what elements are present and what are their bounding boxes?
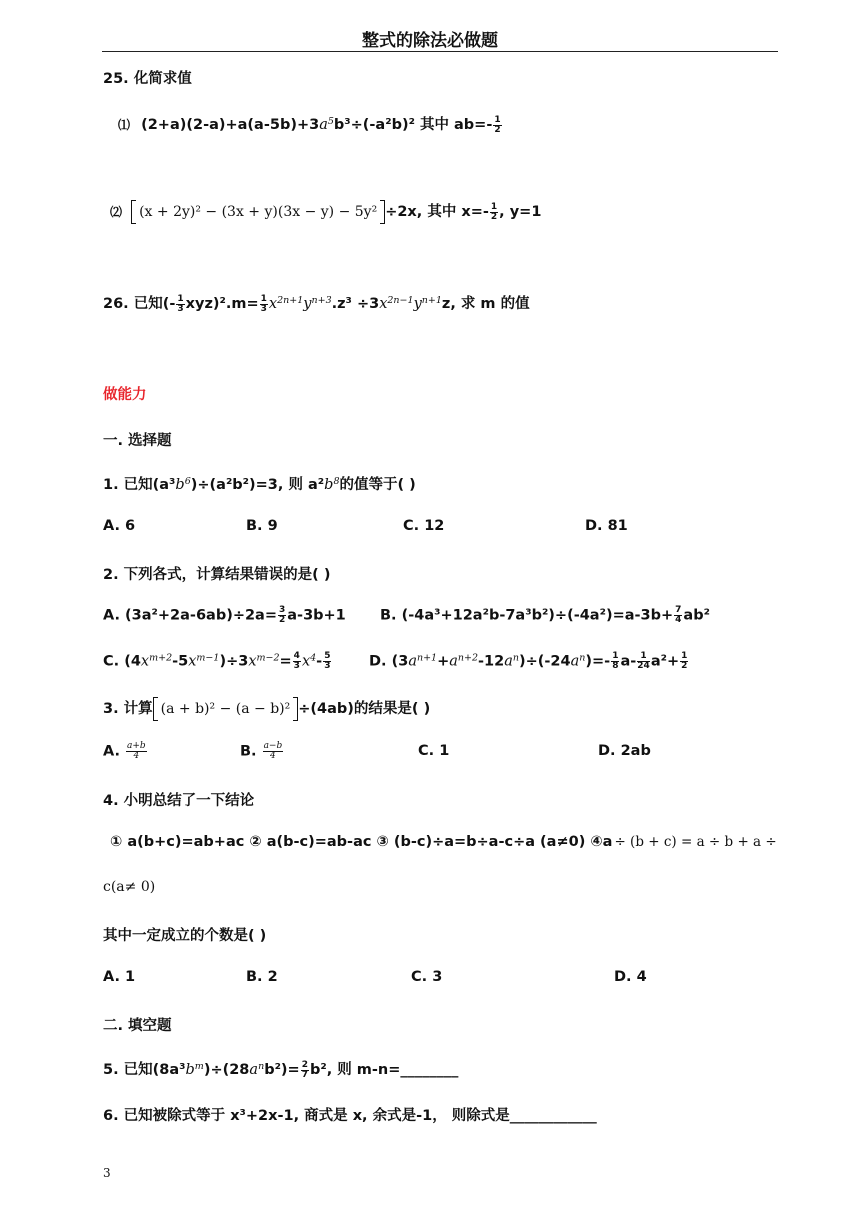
q25-p1-expr-a: (2+a)(2-a)+a(a-5b)+3 xyxy=(141,117,320,133)
q4-option-b[interactable]: B. 2 xyxy=(246,969,278,985)
q4-statements xyxy=(110,834,777,850)
q3-a-frac xyxy=(126,742,147,761)
q2-c-e4: 4 xyxy=(310,652,317,664)
q25-p1-exp: 5 xyxy=(327,116,334,127)
q26-e3: 2n−1 xyxy=(387,295,414,306)
q26-frac2-num: 1 xyxy=(260,293,267,304)
q5-b: b xyxy=(185,1062,195,1078)
q2-c-e2: m−1 xyxy=(196,652,220,664)
q25-p1-label: ⑴ xyxy=(118,118,131,132)
q2-c-m4: - xyxy=(316,653,323,670)
q2-d-den1: 8 xyxy=(612,661,619,671)
q26-e4: n+1 xyxy=(421,295,442,306)
q26-x2: x xyxy=(379,296,388,312)
q26-frac2 xyxy=(260,295,268,314)
q2-d-num2: 1 xyxy=(637,652,650,662)
q1-tail: 的值等于( ) xyxy=(339,477,416,493)
q3-option-d[interactable]: D. 2ab xyxy=(598,743,651,759)
q25-part1 xyxy=(118,113,503,135)
q26-e2: n+3 xyxy=(311,295,332,306)
q5-em: m xyxy=(194,1061,204,1072)
q5-mid: )÷(28 xyxy=(203,1062,250,1078)
q2-a-num: 3 xyxy=(279,605,286,615)
q1-option-a[interactable]: A. 6 xyxy=(103,518,136,534)
page-number: 3 xyxy=(103,1166,111,1180)
q2-d-a3: a xyxy=(504,653,513,670)
q1-mid: )÷(a²b²)=3, 则 a² xyxy=(190,477,325,493)
q2-d-e3: n xyxy=(512,652,520,664)
q2-d-frac1 xyxy=(611,652,619,671)
q2-d-m3: )÷(-24 xyxy=(519,653,571,670)
q2-d-num3: 1 xyxy=(681,651,688,661)
q2-option-a[interactable] xyxy=(103,606,346,625)
q26-lead: 26. 已知(- xyxy=(103,296,176,312)
q3-option-b[interactable] xyxy=(240,742,284,761)
q2-option-c[interactable] xyxy=(103,652,332,671)
q2-c-e3: m−2 xyxy=(256,652,280,664)
q1-b2: b xyxy=(324,477,334,493)
q3-b-num: a−b xyxy=(263,741,283,751)
q25-p1-num: 1 xyxy=(494,114,501,125)
q6: 6. 已知被除式等于 x³+2x-1, 商式是 x, 余式是-1， 则除式是____________ xyxy=(103,1108,597,1124)
q2-d-den3: 2 xyxy=(681,661,688,671)
q2-d-a1: a xyxy=(408,653,417,670)
q3-b-frac xyxy=(263,742,284,761)
q4-item4: ÷ (b + c) = a ÷ b + a ÷ xyxy=(614,834,777,850)
q4-items: ① a(b+c)=ab+ac ② a(b-c)=ab-ac ③ (b-c)÷a=b÷a-c÷a (a≠0) ④a xyxy=(110,834,613,850)
part1-title: 一. 选择题 xyxy=(103,433,172,449)
q2-c-den2: 3 xyxy=(324,661,331,671)
q2-d-e4: n xyxy=(579,652,586,664)
q2-a-frac xyxy=(278,606,286,625)
q26-tail: z, 求 m 的值 xyxy=(441,296,530,312)
q26-e1: 2n+1 xyxy=(277,295,304,306)
q2-d-den2: 24 xyxy=(637,661,650,671)
q2-d-e1: n+1 xyxy=(416,652,438,664)
q3-b-label: B. xyxy=(240,743,257,760)
page-title: 整式的除法必做题 xyxy=(362,31,498,51)
q2-c-x4: x xyxy=(301,653,311,670)
header-rule xyxy=(102,51,778,52)
part2-title: 二. 填空题 xyxy=(103,1018,172,1034)
q2-option-b[interactable] xyxy=(380,606,710,625)
q5 xyxy=(103,1058,458,1080)
q3-tail: ÷(4ab)的结果是( ) xyxy=(298,701,431,717)
q2-c-m1: -5 xyxy=(172,653,189,670)
q1-e6: 6 xyxy=(184,476,191,487)
q1-option-b[interactable]: B. 9 xyxy=(246,518,278,534)
q2-c-lead: C. (4 xyxy=(103,653,141,670)
q5-num: 2 xyxy=(301,1059,308,1070)
q2-c-e1: m+2 xyxy=(149,652,173,664)
q2-b-num: 7 xyxy=(675,605,682,615)
q3-option-c[interactable]: C. 1 xyxy=(418,743,450,759)
q2-stem: 2. 下列各式，计算结果错误的是( ) xyxy=(103,567,331,583)
q3-lead: 3. 计算 xyxy=(103,701,153,717)
q3-a-num: a+b xyxy=(127,741,146,751)
q5-en: n xyxy=(258,1061,265,1072)
q2-b-tail: ab² xyxy=(683,607,710,624)
q2-c-x1: x xyxy=(140,653,150,670)
q2-c-den1: 3 xyxy=(293,661,300,671)
q5-tail: b², 则 m-n=________ xyxy=(309,1062,459,1078)
q1-lead: 1. 已知(a³ xyxy=(103,477,176,493)
q25-p2-fraction xyxy=(490,203,498,222)
q25-p1-den: 2 xyxy=(494,124,501,135)
q4-option-d[interactable]: D. 4 xyxy=(614,969,647,985)
q26-y1: y xyxy=(303,296,312,312)
q2-d-m2: -12 xyxy=(478,653,505,670)
q1-stem xyxy=(103,473,416,494)
q26-mid1: xyz)².m= xyxy=(185,296,259,312)
q2-d-m6: a²+ xyxy=(650,653,680,670)
q2-d-a4: a xyxy=(570,653,580,670)
q2-c-m2: )÷3 xyxy=(219,653,249,670)
q2-d-a2: a xyxy=(449,653,458,670)
q2-d-m5: a- xyxy=(620,653,637,670)
q1-b1: b xyxy=(175,477,185,493)
q26-frac1-num: 1 xyxy=(177,293,184,304)
q2-d-m1: + xyxy=(437,653,450,670)
q4-option-c[interactable]: C. 3 xyxy=(411,969,443,985)
q4-option-a[interactable]: A. 1 xyxy=(103,969,136,985)
q25-p1-var-a: a xyxy=(319,117,328,133)
q2-d-m4: )=- xyxy=(585,653,611,670)
q2-d-num1: 1 xyxy=(612,651,619,661)
q2-c-num2: 5 xyxy=(324,651,331,661)
q2-d-frac2 xyxy=(637,652,650,671)
q3-stem xyxy=(103,697,430,721)
q26-y2: y xyxy=(413,296,422,312)
q2-c-x2: x xyxy=(188,653,197,670)
section-title: 做能力 xyxy=(103,387,147,403)
q25-title: 25. 化简求值 xyxy=(103,71,192,87)
q3-a-label: A. xyxy=(103,743,120,760)
q25-p2-label: ⑵ xyxy=(110,205,123,219)
q3-expr: (a + b)² − (a − b)² xyxy=(160,701,291,717)
q2-c-num1: 4 xyxy=(293,651,300,661)
q1-option-c[interactable]: C. 12 xyxy=(403,518,445,534)
q25-p2-expr: (x + 2y)² − (3x + y)(3x − y) − 5y² xyxy=(139,204,378,220)
q2-a-den: 2 xyxy=(279,615,286,625)
q25-p2-num: 1 xyxy=(490,201,498,212)
q26 xyxy=(103,292,530,314)
q4-stem: 4. 小明总结了一下结论 xyxy=(103,793,255,809)
q3-option-a[interactable] xyxy=(103,742,148,761)
q4-continuation: c(a≠ 0) xyxy=(103,879,156,895)
q3-b-den: 4 xyxy=(270,751,276,761)
q5-lead: 5. 已知(8a³ xyxy=(103,1062,186,1078)
q2-c-frac2 xyxy=(323,652,331,671)
q26-frac1 xyxy=(176,295,184,314)
q2-a-tail: a-3b+1 xyxy=(287,607,346,624)
q2-d-frac3 xyxy=(680,652,688,671)
q25-p1-fraction xyxy=(493,116,501,135)
q2-b-den: 4 xyxy=(675,615,682,625)
q26-frac1-den: 3 xyxy=(177,303,184,314)
q5-mid2: b²)= xyxy=(264,1062,300,1078)
q5-a: a xyxy=(249,1062,259,1078)
q2-c-frac1 xyxy=(293,652,301,671)
q3-left-bracket xyxy=(153,697,158,721)
q25-p2-tail: ÷2x, 其中 x=- xyxy=(385,204,489,220)
q2-b-frac xyxy=(674,606,682,625)
q2-a-lead: A. (3a²+2a-6ab)÷2a= xyxy=(103,607,277,624)
q5-den: 7 xyxy=(301,1069,308,1080)
q3-a-den: 4 xyxy=(133,751,140,761)
q2-d-e2: n+2 xyxy=(457,652,479,664)
q25-p2-end: , y=1 xyxy=(499,204,542,220)
q25-part2 xyxy=(110,200,541,224)
q25-p2-den: 2 xyxy=(490,211,498,222)
q2-c-m3: = xyxy=(279,653,292,670)
q2-option-d[interactable] xyxy=(369,652,689,671)
q2-c-x3: x xyxy=(248,653,257,670)
q26-x1: x xyxy=(268,296,278,312)
q2-b-lead: B. (-4a³+12a²b-7a³b²)÷(-4a²)=a-3b+ xyxy=(380,607,674,624)
q26-mid2: .z³ ÷3 xyxy=(331,296,380,312)
q1-option-d[interactable]: D. 81 xyxy=(585,518,628,534)
q25-p1-expr-b: b³÷(-a²b)² 其中 ab=- xyxy=(333,117,493,133)
q26-frac2-den: 3 xyxy=(260,303,267,314)
q4-question: 其中一定成立的个数是( ) xyxy=(103,928,267,944)
q2-d-lead: D. (3 xyxy=(369,653,409,670)
q5-frac xyxy=(301,1061,309,1080)
q1-e8: 8 xyxy=(333,476,340,487)
